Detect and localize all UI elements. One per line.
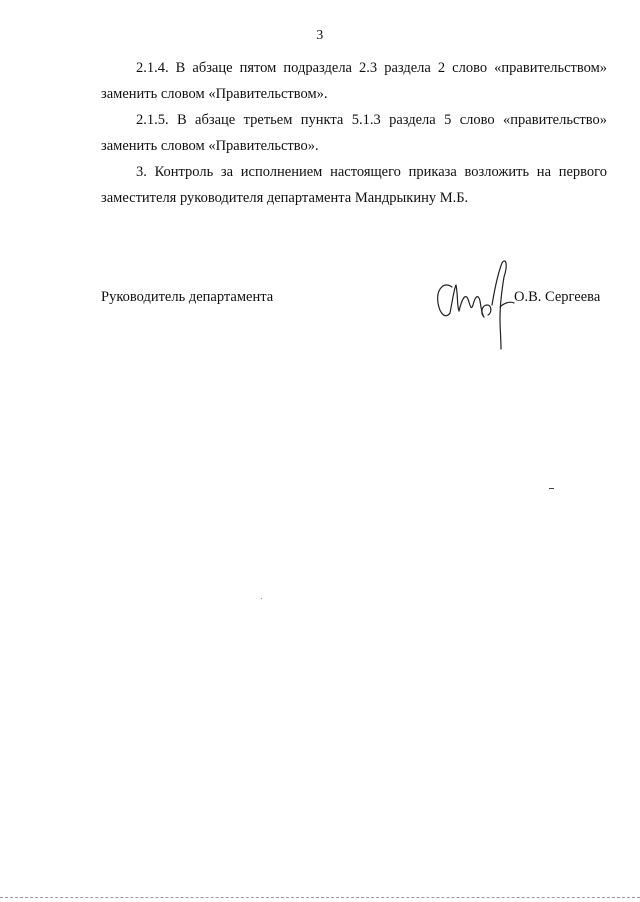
paragraph-3	[101, 159, 607, 211]
signatory-role: Руководитель департамента	[101, 289, 274, 305]
scan-speck	[549, 488, 554, 489]
page-number: 3	[316, 28, 324, 43]
page-bottom-edge	[0, 897, 640, 898]
paragraph-first-line: 2.1.4. В абзаце пятом подраздела 2.3 раздела 2 слово «правительством»	[136, 60, 607, 76]
signatory-name: О.В. Сергеева	[514, 289, 601, 305]
paragraph-2-1-5	[101, 107, 607, 159]
paragraph-first-line: 2.1.5. В абзаце третьем пункта 5.1.3 раздела 5 слово «правительство»	[136, 112, 607, 128]
paragraph-continuation: заменить словом «Правительство».	[101, 138, 319, 154]
handwritten-signature	[432, 255, 522, 350]
paragraph-2-1-4	[101, 55, 607, 107]
paragraph-continuation: заменить словом «Правительством».	[101, 86, 328, 102]
scan-speck	[261, 598, 262, 599]
paragraph-first-line: 3. Контроль за исполнением настоящего приказа возложить на первого	[136, 164, 607, 180]
paragraph-continuation: заместителя руководителя департамента Мандрыкину М.Б.	[101, 190, 469, 206]
